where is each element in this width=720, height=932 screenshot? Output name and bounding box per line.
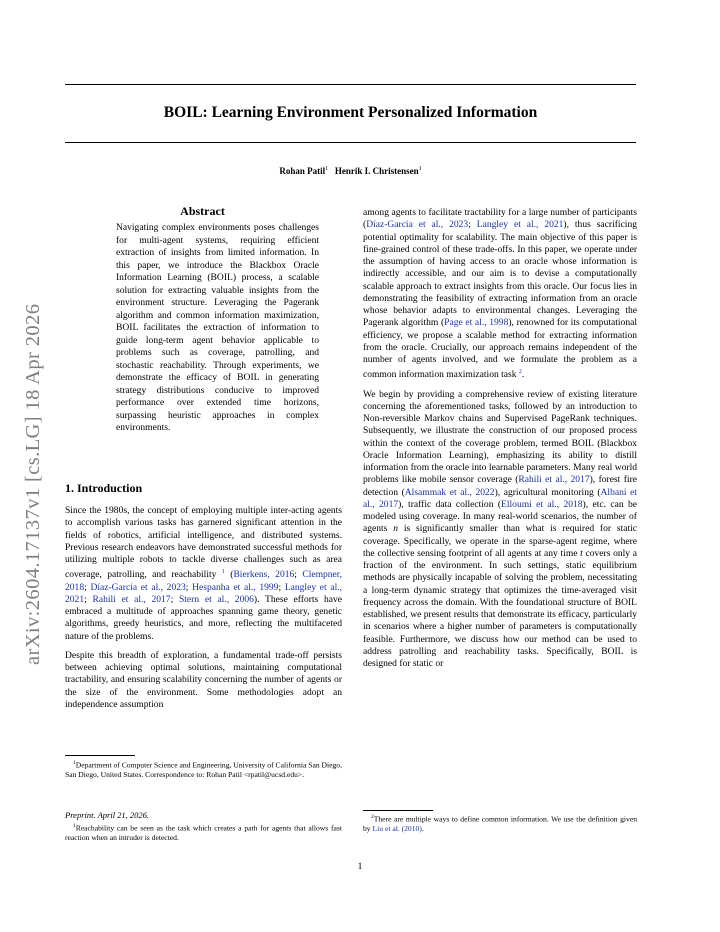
- abstract-paragraph: Navigating complex environments poses challenges for multi-agent systems, requiring efficient extraction of insights from limited information. In this paper, we introduce the Blackbox Oracle Information Learning (BOIL) process, a scalable solution for extracting valuable insights from the environment structure. Leveraging the Pagerank algorithm and common information maximization, BOIL facilitates the extraction of information to guide long-term agent behavior applicable to problems such as coverage, patrolling, and stochastic reachability. Through experiments, we demonstrate the efficacy of BOIL in generating strategy distributions conducive to improved performance over extended time horizons, surpassing heuristic approaches in complex environments.: [116, 222, 319, 433]
- citation-link[interactable]: Albani et al., 2017: [363, 486, 637, 510]
- punct: .: [521, 369, 525, 381]
- paragraph-text: Since the 1980s, the concept of employing multiple inter-acting agents to accomplish various tasks has garnered significant attention in the fields of robotics, artificial intelligence, and distributed systems. Previous research endeavors have demonstrated successful methods for utilizing multiple robots to tackle diverse challenges such as area coverage, patrolling, and reachability: [65, 505, 342, 581]
- paragraph: Despite this breadth of exploration, a fundamental trade-off persists between achieving optimal solutions, maintaining computational tractability, and ensuring scalability concerning the number of agents or the size of the environment. Some methodologies adopt an independence assumption: [65, 649, 342, 710]
- citation-link[interactable]: Alsammak et al., 2022: [404, 486, 495, 498]
- paragraph-text: ), renowned for its computational efficiency, we propose a scalable method for extracting information from the oracle. Crucially, our approach remains independent of the number of agents involved, and we formulate the problem as a common information maximization task: [363, 317, 637, 381]
- arxiv-stamp: arXiv:2604.17137v1 [cs.LG] 18 Apr 2026: [22, 303, 44, 665]
- footnote-marker[interactable]: 2: [518, 369, 522, 376]
- footnote-rule: [363, 810, 433, 811]
- paragraph-text: is significantly smaller than what is required for static coverage. Specifically, we operate in the sparse-agent regime, where the collective sensing footprint of all agents at any time: [363, 523, 638, 559]
- page-number: 1: [357, 862, 363, 872]
- footnote-marker: 1: [73, 823, 76, 829]
- footnote-marker: 2: [371, 814, 374, 820]
- preprint-note: Preprint. April 21, 2026.: [65, 810, 150, 820]
- citation-link[interactable]: Langley et al., 2021: [65, 581, 343, 605]
- paragraph: [363, 389, 637, 671]
- abstract-text: [116, 222, 319, 435]
- citation-link[interactable]: Rahili et al., 2017: [518, 474, 590, 486]
- punct: .: [421, 823, 424, 833]
- footnote-rule: [65, 755, 135, 756]
- citation-link[interactable]: Díaz-García et al., 2023: [366, 219, 469, 231]
- citation-link[interactable]: Page et al., 1998: [444, 317, 509, 329]
- citation-link[interactable]: Rahili et al., 2017: [92, 593, 171, 605]
- citation-link[interactable]: Hespanha et al., 1999: [192, 581, 279, 593]
- left-column: [65, 505, 342, 711]
- footnote-text: There are multiple ways to define common information. We use the definition given by: [363, 814, 637, 833]
- author-name: Rohan Patil: [279, 166, 326, 176]
- footnote-marker[interactable]: 1: [221, 569, 225, 576]
- math-variable: t: [580, 547, 583, 559]
- title-top-rule: [65, 84, 636, 85]
- affiliation-footnote: [65, 759, 342, 779]
- citation-link[interactable]: Langley et al., 2021: [476, 219, 564, 231]
- paragraph-text: ), traffic data collection (: [398, 498, 502, 510]
- paragraph-text: ), agricultural monitoring (: [494, 486, 601, 498]
- abstract-heading: Abstract: [180, 204, 225, 218]
- math-variable: n: [393, 523, 398, 535]
- paragraph-text: ), thus sacrificing potential optimality for scalability. The main objective of this paper is fine-grained control of these trade-offs. In this paper, we operate under the assumption of having access to an oracle whose information is indirectly accessible, and our aim is to devise a computationally scalable approach to extract insights from this oracle. Our focus lies in demonstrating the feasibility of extracting information from an oracle whose behavior adapts to environmental changes. Leveraging the Pagerank algorithm (: [363, 219, 638, 329]
- paper-title: BOIL: Learning Environment Personalized Information: [163, 104, 538, 121]
- right-column: [363, 207, 637, 670]
- footnote-marker: 1: [73, 760, 76, 766]
- paragraph: Since the 1980s, the concept of employing multiple inter-acting agents to accomplish various tasks has garnered significant attention in the fields of robotics, artificial intelligence, and distributed systems. Previous research endeavors have demonstrated successful methods for utilizing multiple robots to tackle diverse challenges such as area coverage, patrolling, and reachability $^1$ (Bierkens, 2016; Clempner, 2018; Díaz-García et al., 2023; Hespanha et al., 1999; Langley et al., 2021; Rahili et al., 2017; Stern et al., 2006). These efforts have embraced a multitude of approaches spanning game theory, genetic algorithms, greedy heuristics, and more, reflecting the multifaceted nature of the problems.: [65, 505, 343, 642]
- paragraph-text: ), forest fire detection (: [363, 474, 637, 498]
- punct: (: [224, 569, 234, 581]
- paragraph: among agents to facilitate tractability for a large number of participants (Díaz-García et al., 2023; Langley et al., 2021), thus sacrificing potential optimality for scalability. The main objective of this paper is fine-grained control of these trade-offs. In this paper, we operate under the assumption of having access to an oracle whose information is indirectly accessible, and our aim is to devise a computationally scalable approach to extract insights from this oracle. Our focus lies in demonstrating the feasibility of extracting information from an oracle whose behavior adapts to environmental changes. Leveraging the Pagerank algorithm (Page et al., 1998), renowned for its computational efficiency, we propose a scalable method for extracting information from the oracle. Crucially, our approach remains independent of the number of agents involved, and we formulate the problem as a common information maximization task $^2$.: [363, 207, 638, 381]
- affiliation-marker: 1: [325, 166, 329, 172]
- author-name: Henrik I. Christensen: [334, 166, 419, 176]
- citation-link[interactable]: Díaz-García et al., 2023: [90, 581, 186, 593]
- paragraph-text: We begin by providing a comprehensive review of existing literature concerning the aforementioned tasks, followed by an introduction to Non-reversible Markov chains and Supervised PageRank techniques. Subsequently, we illustrate the construction of our proposed process within the context of the coverage problem, termed BOIL (Blackbox Oracle Information Learning), emphasizing its ability to distill information from the oracle into learnable parameters. Many real world problems like mobile sensor coverage (: [363, 388, 637, 486]
- author-list: [65, 166, 636, 176]
- affiliation-marker: 1: [418, 166, 422, 172]
- citation-link[interactable]: Liu et al. (2010): [372, 823, 422, 833]
- footnote-text: Department of Computer Science and Engineering, University of California San Diego, San Diego, United States. Correspondence to: Rohan Patil <rpatil@ucsd.edu>.: [65, 760, 342, 779]
- citation-link[interactable]: Elloumi et al., 2018: [501, 498, 583, 510]
- citation-link[interactable]: Bierkens, 2016: [233, 569, 295, 581]
- title-bottom-rule: [65, 142, 636, 143]
- citation-link[interactable]: Stern et al., 2006: [178, 593, 254, 605]
- paragraph-text: ), etc. can be modeled using coverage. In many real-world scenarios, the number of agents: [363, 498, 637, 535]
- footnote-text: Reachability can be seen as the task which creates a path for agents that allows fast reaction when an intruder is detected.: [65, 823, 342, 842]
- paragraph-text: among agents to facilitate tractability for a large number of participants (: [363, 207, 637, 231]
- footnote-2: [363, 813, 637, 833]
- citation-link[interactable]: Clempner, 2018: [65, 569, 342, 593]
- paragraph-text: covers only a fraction of the environment. In such settings, static equilibrium methods are physically incapable of solving the problem, necessitating a long-term dynamic strategy that optimizes the time-averaged visit frequency across the domain. With the foundational structure of BOIL established, we present results that demonstrate its efficacy, particularly in scenarios where a higher number of parameters is computationally feasible. Furthermore, we discuss how our method can be used to address patrolling and reachability tasks. Specifically, BOIL is designed for static or: [363, 547, 637, 670]
- paragraph-text: ). These efforts have embraced a multitude of approaches spanning game theory, genetic algorithms, greedy heuristics, and more, reflecting the multifaceted nature of the problems.: [65, 593, 342, 642]
- footnote-1: [65, 822, 342, 842]
- section-heading: 1. Introduction: [65, 481, 143, 495]
